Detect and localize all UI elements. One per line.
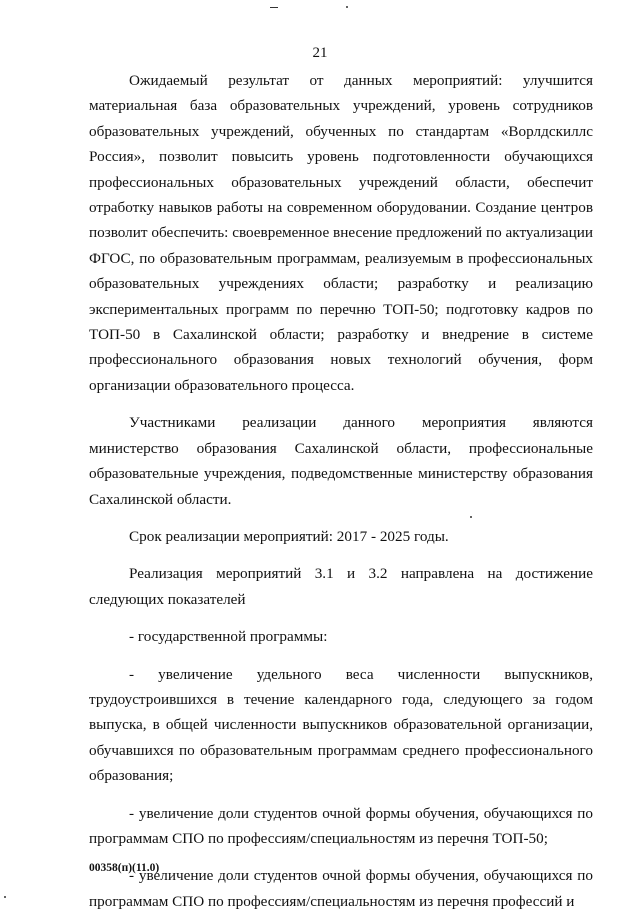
scan-speck [270, 7, 278, 8]
document-body [89, 68, 593, 914]
scan-speck [4, 896, 6, 898]
paragraph-indicators-intro: Реализация мероприятий 3.1 и 3.2 направлена на достижение следующих показателей [89, 565, 593, 608]
paragraph-implementation-period: Срок реализации мероприятий: 2017 - 2025 годы. [129, 527, 449, 545]
list-item-students-top50: - увеличение доли студентов очной формы обучения, обучающихся по программам СПО по профессиям/специальностям из перечня ТОП-50; [89, 804, 593, 847]
paragraph-expected-result: Ожидаемый результат от данных мероприятий: улучшится материальная база образовательных учреждений, уровень сотрудников образовательных учреждений, обученных по стандартам «Ворлдскиллс Россия», позволит повысить уровень подготовленности обучающихся профессиональных образовательных учреждений области, обеспечит отработку навыков работы на современном оборудовании. Создание центров позволит обеспечить: своевременное внесение предложений по актуализации ФГОС, по образовательным программам, реализуемым в профессиональных образовательных учреждениях области; разработку и реализацию экспериментальных программ по перечню ТОП-50; подготовку кадров по ТОП-50 в Сахалинской области; разработку и внедрение в системе профессионального образования новых технологий обучения, форм организации образовательного процесса. [89, 72, 593, 394]
scan-speck [346, 6, 348, 8]
paragraph-participants: Участниками реализации данного мероприятия являются министерство образования Сахалинской области, профессиональные образовательные учреждения, подведомственные министерству образования Сахалинской области. [89, 414, 593, 508]
list-item-graduates-employed: - увеличение удельного веса численности выпускников, трудоустроившихся в течение календарного года, следующего за годом выпуска, в общей численности выпускников образовательной организации, обучавшихся по образовательным программам среднего профессионального образования; [89, 665, 593, 785]
list-item-students-professions: - увеличение доли студентов очной формы обучения, обучающихся по программам СПО по профессиям/специальностям из перечня профессий и [89, 867, 593, 910]
page-number: 21 [312, 45, 328, 61]
document-code: 00358(п)(11.0) [89, 862, 160, 874]
list-heading-state-program: - государственной программы: [129, 628, 328, 646]
